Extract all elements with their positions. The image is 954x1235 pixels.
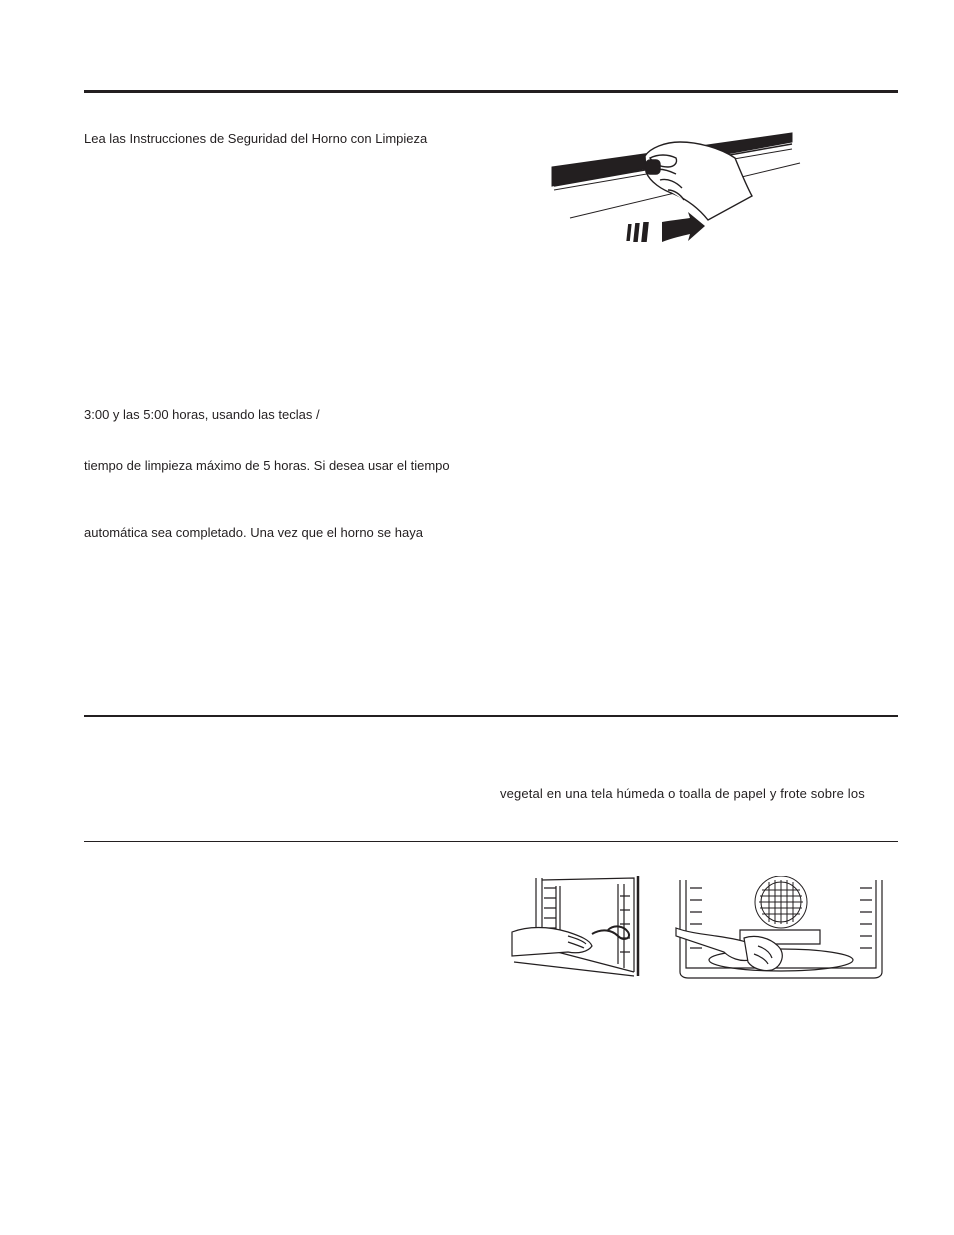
slide-arrow-icon [626, 212, 705, 242]
paragraph-line: Lea las Instrucciones de Seguridad del Horno con Limpieza [84, 131, 428, 146]
paragraph-line: tiempo de limpieza máximo de 5 horas. Si desea usar el tiempo [84, 458, 450, 473]
rack-sides-illustration [508, 876, 648, 978]
paragraph-line: vegetal en una tela húmeda o toalla de papel y frote sobre los [500, 786, 865, 801]
hand-icon [676, 928, 782, 971]
hand-icon [512, 928, 592, 957]
middle-section-rule [84, 715, 898, 717]
top-section-rule [84, 90, 898, 93]
latch-illustration [550, 130, 802, 248]
paragraph-line: automática sea completado. Una vez que el horno se haya [84, 525, 423, 540]
lower-section-rule [84, 841, 898, 842]
fan-grille-icon [755, 876, 807, 928]
oven-bottom-illustration [674, 876, 888, 980]
paragraph-line: 3:00 y las 5:00 horas, usando las teclas / [84, 407, 320, 422]
